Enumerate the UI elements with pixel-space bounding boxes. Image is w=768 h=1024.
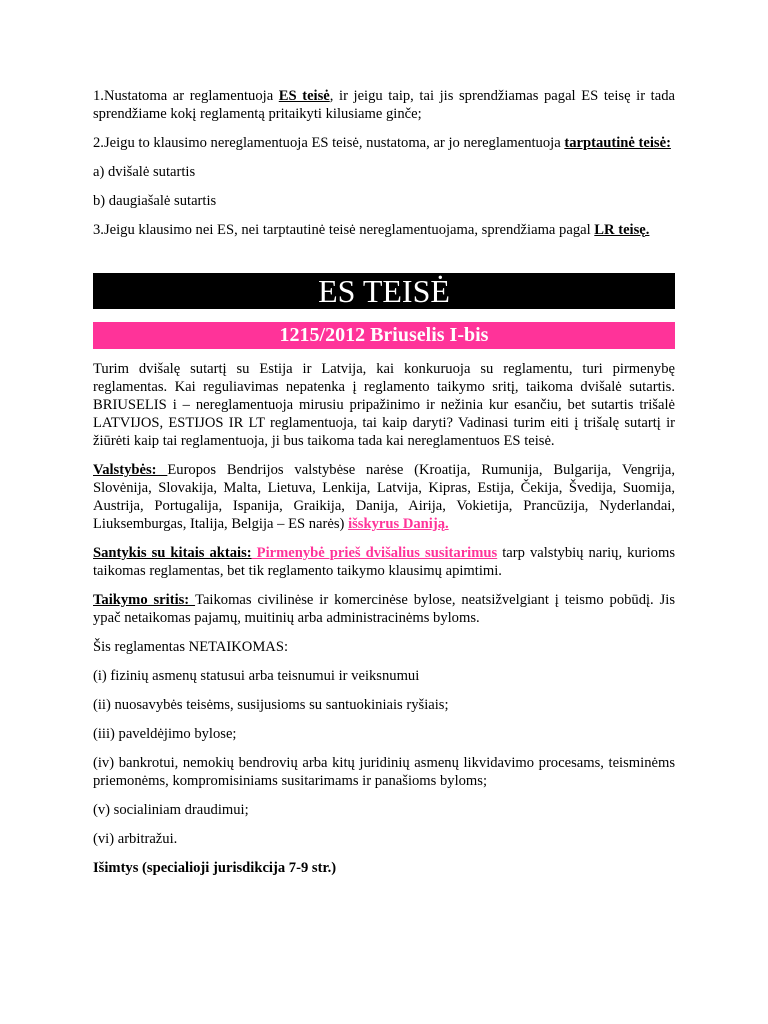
list-item: (vi) arbitražui.	[93, 831, 178, 847]
taikymo-paragraph	[93, 591, 675, 627]
valstybes-label: Valstybės:	[93, 462, 168, 478]
santykis-text: tarp valstybių narių, kurioms taikomas reglamentas, bet tik reglamento taikymo klausimų apimtimi.	[93, 545, 675, 579]
isimtys-heading: Išimtys (specialioji jurisdikcija 7-9 str.)	[93, 860, 337, 876]
intro-option-b: b) daugiašalė sutartis	[93, 193, 217, 209]
taikymo-text: Taikomas civilinėse ir komercinėse bylose, neatsižvelgiant į teismo pobūdį. Jis ypač netaikomas pajamų, muitinių arba administracinėms byloms.	[93, 592, 676, 626]
intro-section	[93, 87, 675, 239]
santykis-label: Santykis su kitais aktais:	[93, 545, 252, 561]
santykis-priority: Pirmenybė prieš dvišalius susitarimus	[251, 545, 498, 561]
intro-step-3	[93, 221, 675, 239]
section-title: ES TEISĖ	[93, 273, 675, 309]
list-item: (i) fizinių asmenų statusui arba teisnumui ir veiksnumui	[93, 668, 420, 684]
document-content	[93, 87, 675, 888]
list-item: (iii) paveldėjimo bylose;	[93, 726, 237, 742]
intro-step-2	[93, 134, 675, 152]
intro-option-a: a) dvišalė sutartis	[93, 164, 196, 180]
valstybes-exception: išskyrus Daniją.	[348, 516, 449, 532]
intro-step-3-text: 3.Jeigu klausimo nei ES, nei tarptautinė teisė nereglamentuojama, sprendžiama pagal	[93, 222, 595, 238]
tarptautine-teise-emphasis: tarptautinė teisė:	[564, 135, 671, 151]
exclusions-list	[93, 667, 675, 848]
list-item: (v) socialiniam draudimui;	[93, 802, 249, 818]
es-teise-emphasis: ES teisė	[278, 88, 330, 104]
intro-step-2-text: 2.Jeigu to klausimo nereglamentuoja ES teisė, nustatoma, ar jo nereglamentuoja	[93, 135, 565, 151]
taikymo-label: Taikymo sritis:	[93, 592, 196, 608]
santykis-paragraph	[93, 544, 675, 580]
list-item: (iv) bankrotui, nemokių bendrovių arba kitų juridinių asmenų likvidavimo procesams, teisminėms priemonėms, kompromisiniams susitarimams ir panašioms byloms;	[93, 755, 675, 789]
lr-teise-emphasis: LR teisę.	[594, 222, 650, 238]
list-item: (ii) nuosavybės teisėms, susijusioms su santuokiniais ryšiais;	[93, 697, 449, 713]
intro-step-1-rest: , ir jeigu taip, tai jis sprendžiamas pagal ES teisę ir tada sprendžiame kokį reglamentą pritaikyti kilusiame ginče;	[93, 88, 675, 122]
valstybes-text: Europos Bendrijos valstybėse narėse (Kroatija, Rumunija, Bulgarija, Vengrija, Slovėnija, Slovakija, Malta, Lietuva, Lenkija, Latvija, Kipras, Estija, Čekija, Švedija, Suomija, Austrija, Portugalija, Ispanija, Graikija, Danija, Airija, Vokietija, Prancūzija, Nyderlandai, Liuksemburgas, Italija, Belgija – ES narės)	[93, 462, 675, 532]
body-paragraph-1: Turim dvišalę sutartį su Estija ir Latvija, kai konkuruoja su reglamentu, turi pirmenybę reglamentas. Kai reguliavimas nepatenka į reglamento taikymo sritį, taikoma dvišalė sutartis. BRIUSELIS i – nereglamentuoja mirusiu pripažinimo ir nežinia kur esančiu, bet sutartis trišalė LATVIJOS, ESTIJOS IR LT reglamentuoja, tai kaip daryti? Vadinasi turim eiti į trišalę sutartį ir žiūrėti kaip tai reglamentuoja, ji bus taikoma tada kai nereglamentuos ES teisė.	[93, 361, 675, 449]
valstybes-paragraph	[93, 461, 675, 533]
section-subtitle: 1215/2012 Briuselis I-bis	[93, 322, 675, 349]
intro-step-1	[93, 87, 675, 123]
netaikomas-heading: Šis reglamentas NETAIKOMAS:	[93, 639, 289, 655]
intro-step-1-text: 1.Nustatoma ar reglamentuoja	[93, 88, 279, 104]
